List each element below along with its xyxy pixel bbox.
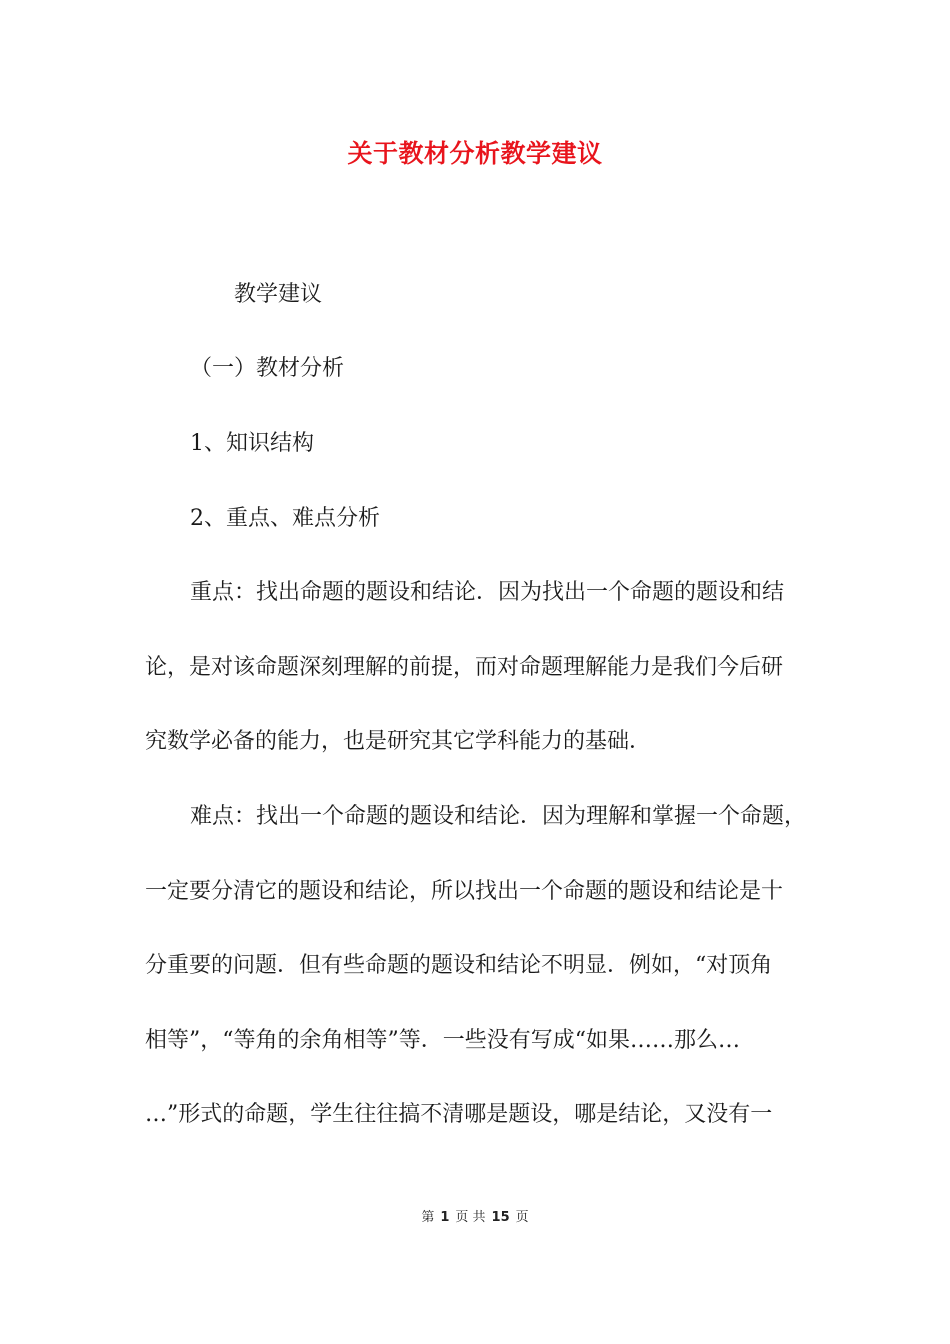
paragraph-line: 分重要的问题．但有些命题的题设和结论不明显．例如，“对顶角 xyxy=(145,953,773,978)
paragraph-line: 难点：找出一个命题的题设和结论．因为理解和掌握一个命题， xyxy=(190,804,807,829)
subsection-heading: （一）教材分析 xyxy=(190,356,345,381)
footer-prefix: 第 xyxy=(421,1210,435,1225)
paragraph-line: …”形式的命题，学生往往搞不清哪是题设，哪是结论，又没有一 xyxy=(145,1102,773,1127)
paragraph-line: 一定要分清它的题设和结论，所以找出一个命题的题设和结论是十 xyxy=(145,879,784,904)
paragraph-line: 重点：找出命题的题设和结论．因为找出一个命题的题设和结 xyxy=(190,580,785,605)
list-item-key-difficult-points: 2、重点、难点分析 xyxy=(190,506,380,531)
section-heading: 教学建议 xyxy=(234,282,323,307)
paragraph-line: 相等”，“等角的余角相等”等．一些没有写成“如果……那么… xyxy=(145,1028,740,1053)
footer-current-page: 1 xyxy=(440,1210,450,1225)
document-title: 关于教材分析教学建议 xyxy=(347,139,603,168)
footer-middle: 页 共 xyxy=(455,1210,486,1225)
paragraph-line: 论，是对该命题深刻理解的前提，而对命题理解能力是我们今后研 xyxy=(145,655,784,680)
list-item-knowledge-structure: 1、知识结构 xyxy=(190,431,314,456)
footer-total-pages: 15 xyxy=(491,1210,510,1225)
footer-suffix: 页 xyxy=(515,1210,529,1225)
page-footer xyxy=(0,1208,950,1228)
paragraph-line: 究数学必备的能力，也是研究其它学科能力的基础． xyxy=(145,729,652,754)
